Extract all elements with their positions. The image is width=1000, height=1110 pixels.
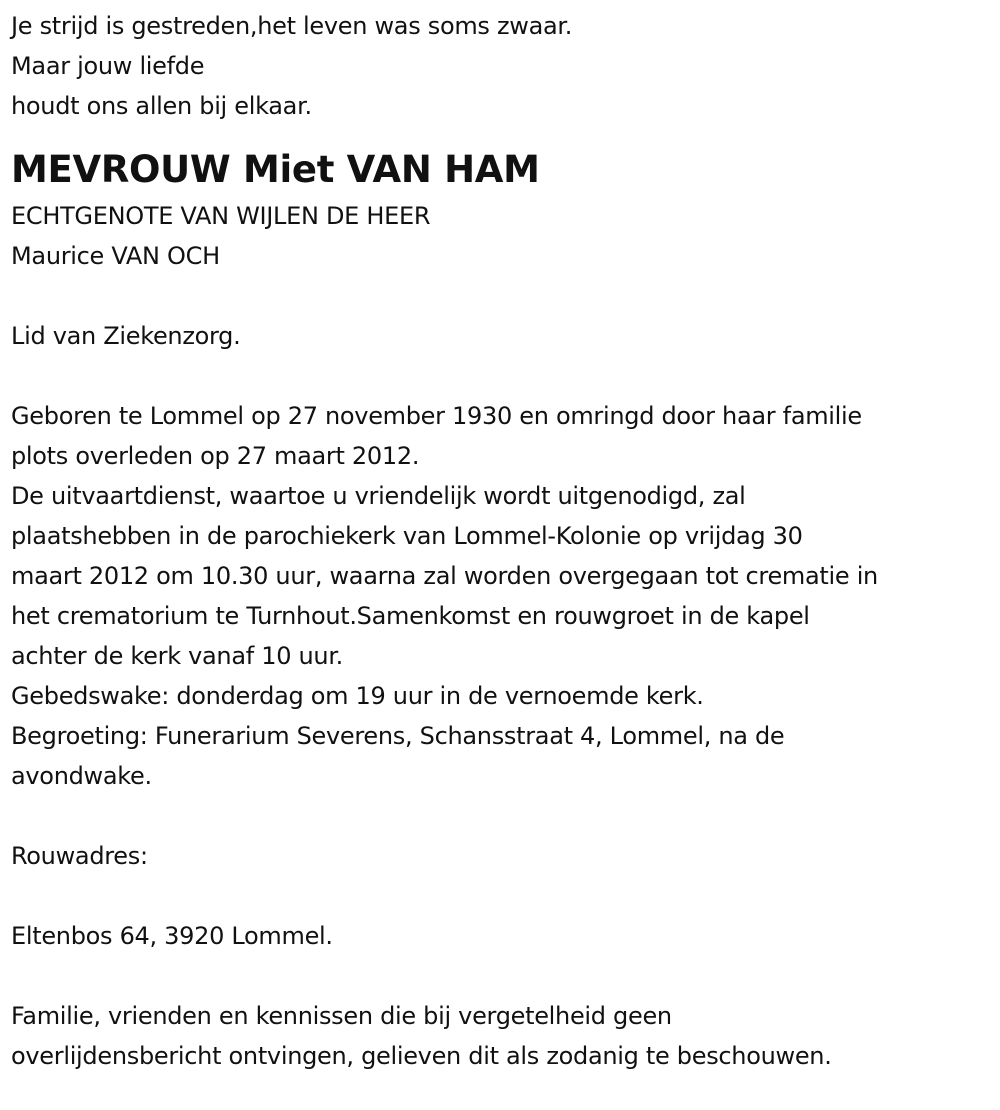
announcement-line: Geboren te Lommel op 27 november 1930 en omringd door haar familie bbox=[11, 402, 862, 430]
membership: Lid van Ziekenzorg. bbox=[11, 322, 241, 350]
address-label: Rouwadres: bbox=[11, 842, 148, 870]
spacer bbox=[11, 956, 996, 996]
announcement-line: avondwake. bbox=[11, 762, 152, 790]
spacer bbox=[11, 876, 996, 916]
poem-line-1: Je strijd is gestreden,het leven was soms zwaar. bbox=[11, 12, 573, 40]
announcement-line: plaatshebben in de parochiekerk van Lommel-Kolonie op vrijdag 30 bbox=[11, 522, 803, 550]
spacer bbox=[11, 276, 996, 316]
spacer bbox=[11, 796, 996, 836]
spacer bbox=[11, 356, 996, 396]
announcement-line: maart 2012 om 10.30 uur, waarna zal worden overgegaan tot crematie in bbox=[11, 562, 878, 590]
announcement-line: achter de kerk vanaf 10 uur. bbox=[11, 642, 344, 670]
relation-line: ECHTGENOTE VAN WIJLEN DE HEER bbox=[11, 202, 431, 230]
announcement-paragraph bbox=[11, 396, 996, 796]
closing-line-2: overlijdensbericht ontvingen, gelieven dit als zodanig te beschouwen. bbox=[11, 1042, 832, 1070]
announcement-line: plots overleden op 27 maart 2012. bbox=[11, 442, 420, 470]
deceased-name: MEVROUW Miet VAN HAM bbox=[11, 148, 540, 191]
announcement-line: De uitvaartdienst, waartoe u vriendelijk wordt uitgenodigd, zal bbox=[11, 482, 746, 510]
announcement-line: Gebedswake: donderdag om 19 uur in de vernoemde kerk. bbox=[11, 682, 704, 710]
poem bbox=[11, 6, 996, 126]
closing-paragraph bbox=[11, 996, 996, 1076]
announcement-line: het crematorium te Turnhout.Samenkomst en rouwgroet in de kapel bbox=[11, 602, 810, 630]
spouse-name: Maurice VAN OCH bbox=[11, 242, 220, 270]
poem-line-3: houdt ons allen bij elkaar. bbox=[11, 92, 312, 120]
closing-line-1: Familie, vrienden en kennissen die bij vergetelheid geen bbox=[11, 1002, 672, 1030]
address-value: Eltenbos 64, 3920 Lommel. bbox=[11, 922, 333, 950]
announcement-line: Begroeting: Funerarium Severens, Schansstraat 4, Lommel, na de bbox=[11, 722, 785, 750]
obituary-notice bbox=[11, 0, 996, 1076]
poem-line-2: Maar jouw liefde bbox=[11, 52, 205, 80]
